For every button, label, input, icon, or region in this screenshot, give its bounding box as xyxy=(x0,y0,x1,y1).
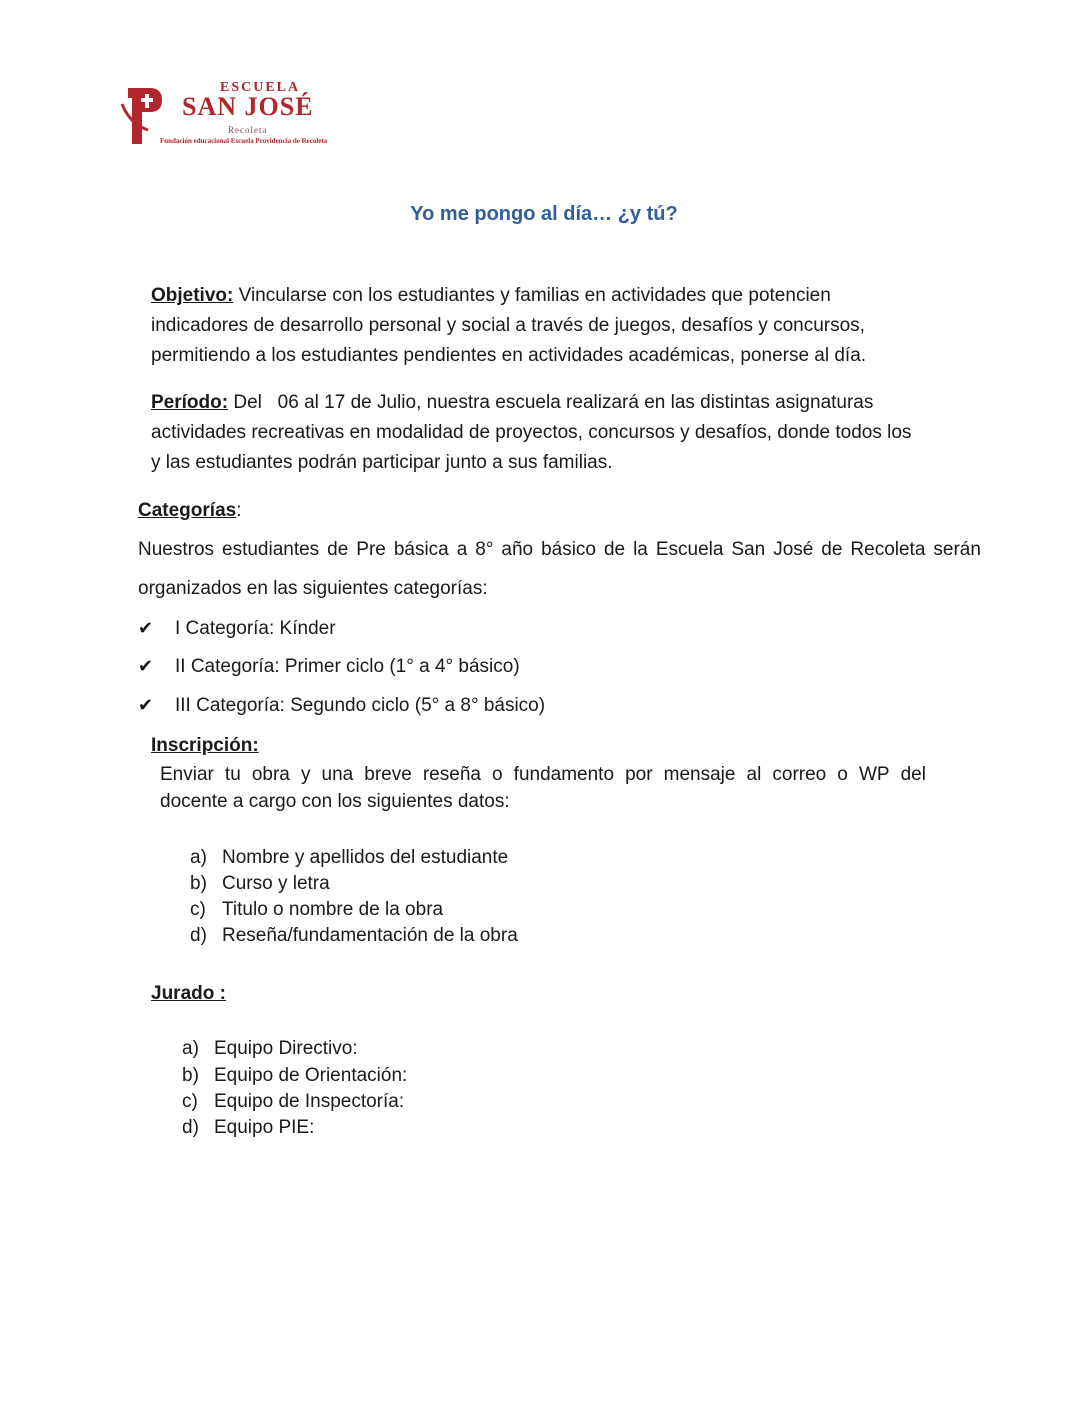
categoria-item-text: III Categoría: Segundo ciclo (5° a 8° básico) xyxy=(175,695,546,716)
categorias-intro-word: básico xyxy=(541,539,596,560)
item-letter: d) xyxy=(182,1117,199,1138)
categorias-intro-word: Nuestros xyxy=(138,539,215,560)
inscripcion-word: reseña xyxy=(422,764,481,785)
inscripcion-line-2: docente a cargo con los siguientes datos: xyxy=(160,791,510,812)
categorias-intro-line-1 xyxy=(138,535,981,565)
jurado-item xyxy=(182,1034,358,1064)
categorias-intro-word: Recoleta xyxy=(850,539,926,560)
categoria-item-text: II Categoría: Primer ciclo (1° a 4° básico) xyxy=(175,656,520,677)
periodo-line-1 xyxy=(151,388,873,418)
categorias-intro-word: de xyxy=(327,539,349,560)
item-letter: d) xyxy=(190,925,207,946)
check-icon: ✔ xyxy=(138,618,154,638)
categorias-intro-line-2: organizados en las siguientes categorías: xyxy=(138,578,488,599)
categorias-intro-word: Pre xyxy=(356,539,386,560)
item-text: Reseña/fundamentación de la obra xyxy=(222,925,518,946)
logo-recoleta: Recoleta xyxy=(228,125,268,135)
objetivo-text-1: Vincularse con los estudiantes y familias en actividades que potencien xyxy=(233,285,831,306)
inscripcion-word: correo xyxy=(772,764,827,785)
jurado-heading xyxy=(151,979,226,1009)
categoria-item xyxy=(138,613,336,644)
item-text: Titulo o nombre de la obra xyxy=(222,899,444,920)
logo-foundation: Fundación educacional Escuela Providencia de Recoleta xyxy=(160,137,328,145)
inscripcion-word: o xyxy=(492,764,503,785)
school-logo xyxy=(110,74,360,154)
categoria-item xyxy=(138,651,520,682)
inscripcion-item xyxy=(190,921,518,951)
categorias-intro-word: a xyxy=(456,539,468,560)
inscripcion-word: por xyxy=(625,764,653,785)
item-text: Equipo PIE: xyxy=(214,1117,315,1138)
item-letter: b) xyxy=(182,1065,199,1086)
inscripcion-word: y xyxy=(300,764,311,785)
item-letter: a) xyxy=(182,1038,199,1059)
categorias-colon: : xyxy=(236,500,242,521)
categorias-heading xyxy=(138,496,241,526)
inscripcion-word: breve xyxy=(364,764,412,785)
inscripcion-word: tu xyxy=(224,764,241,785)
objetivo-line-3: permitiendo a los estudiantes pendientes en actividades académicas, ponerse al día. xyxy=(151,345,867,366)
categorias-intro-word: de xyxy=(821,539,843,560)
jurado-item xyxy=(182,1113,314,1143)
periodo-label: Período: xyxy=(151,392,229,413)
categorias-intro-word: estudiantes xyxy=(222,539,320,560)
categorias-intro-word: serán xyxy=(933,539,981,560)
categorias-intro-word: Escuela xyxy=(655,539,724,560)
inscripcion-heading xyxy=(151,731,259,761)
item-text: Equipo de Orientación: xyxy=(214,1065,408,1086)
inscripcion-word: WP xyxy=(858,764,890,785)
categoria-item-text: I Categoría: Kínder xyxy=(175,618,336,639)
objetivo-line-2: indicadores de desarrollo personal y social a través de juegos, desafíos y concursos, xyxy=(151,315,865,336)
check-icon: ✔ xyxy=(138,656,154,676)
inscripcion-word: obra xyxy=(251,764,290,785)
inscripcion-word: mensaje xyxy=(663,764,736,785)
inscripcion-line-1 xyxy=(160,760,926,790)
item-text: Nombre y apellidos del estudiante xyxy=(222,847,509,868)
logo-escuela: ESCUELA xyxy=(220,80,301,95)
item-letter: a) xyxy=(190,847,207,868)
item-text: Curso y letra xyxy=(222,873,330,894)
categorias-intro-word: José xyxy=(773,539,814,560)
inscripcion-word: o xyxy=(837,764,848,785)
categorias-intro-word: de xyxy=(603,539,626,560)
item-letter: b) xyxy=(190,873,207,894)
categorias-label: Categorías xyxy=(138,500,237,521)
inscripcion-word: del xyxy=(900,764,926,785)
categorias-intro-word: año xyxy=(501,539,534,560)
jurado-label: Jurado : xyxy=(151,983,226,1004)
periodo-text-1: Del 06 al 17 de Julio, nuestra escuela realizará en las distintas asignaturas xyxy=(228,392,874,413)
item-letter: c) xyxy=(190,899,206,920)
categorias-intro-word: San xyxy=(731,539,766,560)
inscripcion-word: fundamento xyxy=(513,764,615,785)
page-title: Yo me pongo al día… ¿y tú? xyxy=(410,203,678,225)
categorias-intro-word: la xyxy=(633,539,648,560)
item-text: Equipo de Inspectoría: xyxy=(214,1091,405,1112)
item-letter: c) xyxy=(182,1091,198,1112)
categorias-intro-word: 8° xyxy=(475,539,494,560)
logo-san-jose: SAN JOSÉ xyxy=(182,92,314,121)
inscripcion-word: Enviar xyxy=(160,764,214,785)
categorias-intro-word: básica xyxy=(393,539,449,560)
objetivo-line-1 xyxy=(151,281,831,311)
periodo-line-2: actividades recreativas en modalidad de proyectos, concursos y desafíos, donde todos los xyxy=(151,422,912,443)
item-text: Equipo Directivo: xyxy=(214,1038,358,1059)
inscripcion-label: Inscripción: xyxy=(151,735,259,756)
inscripcion-word: al xyxy=(746,764,762,785)
periodo-line-3: y las estudiantes podrán participar junto a sus familias. xyxy=(151,452,613,473)
check-icon: ✔ xyxy=(138,695,154,715)
objetivo-label: Objetivo: xyxy=(151,285,234,306)
categoria-item xyxy=(138,690,545,721)
inscripcion-word: una xyxy=(321,764,354,785)
